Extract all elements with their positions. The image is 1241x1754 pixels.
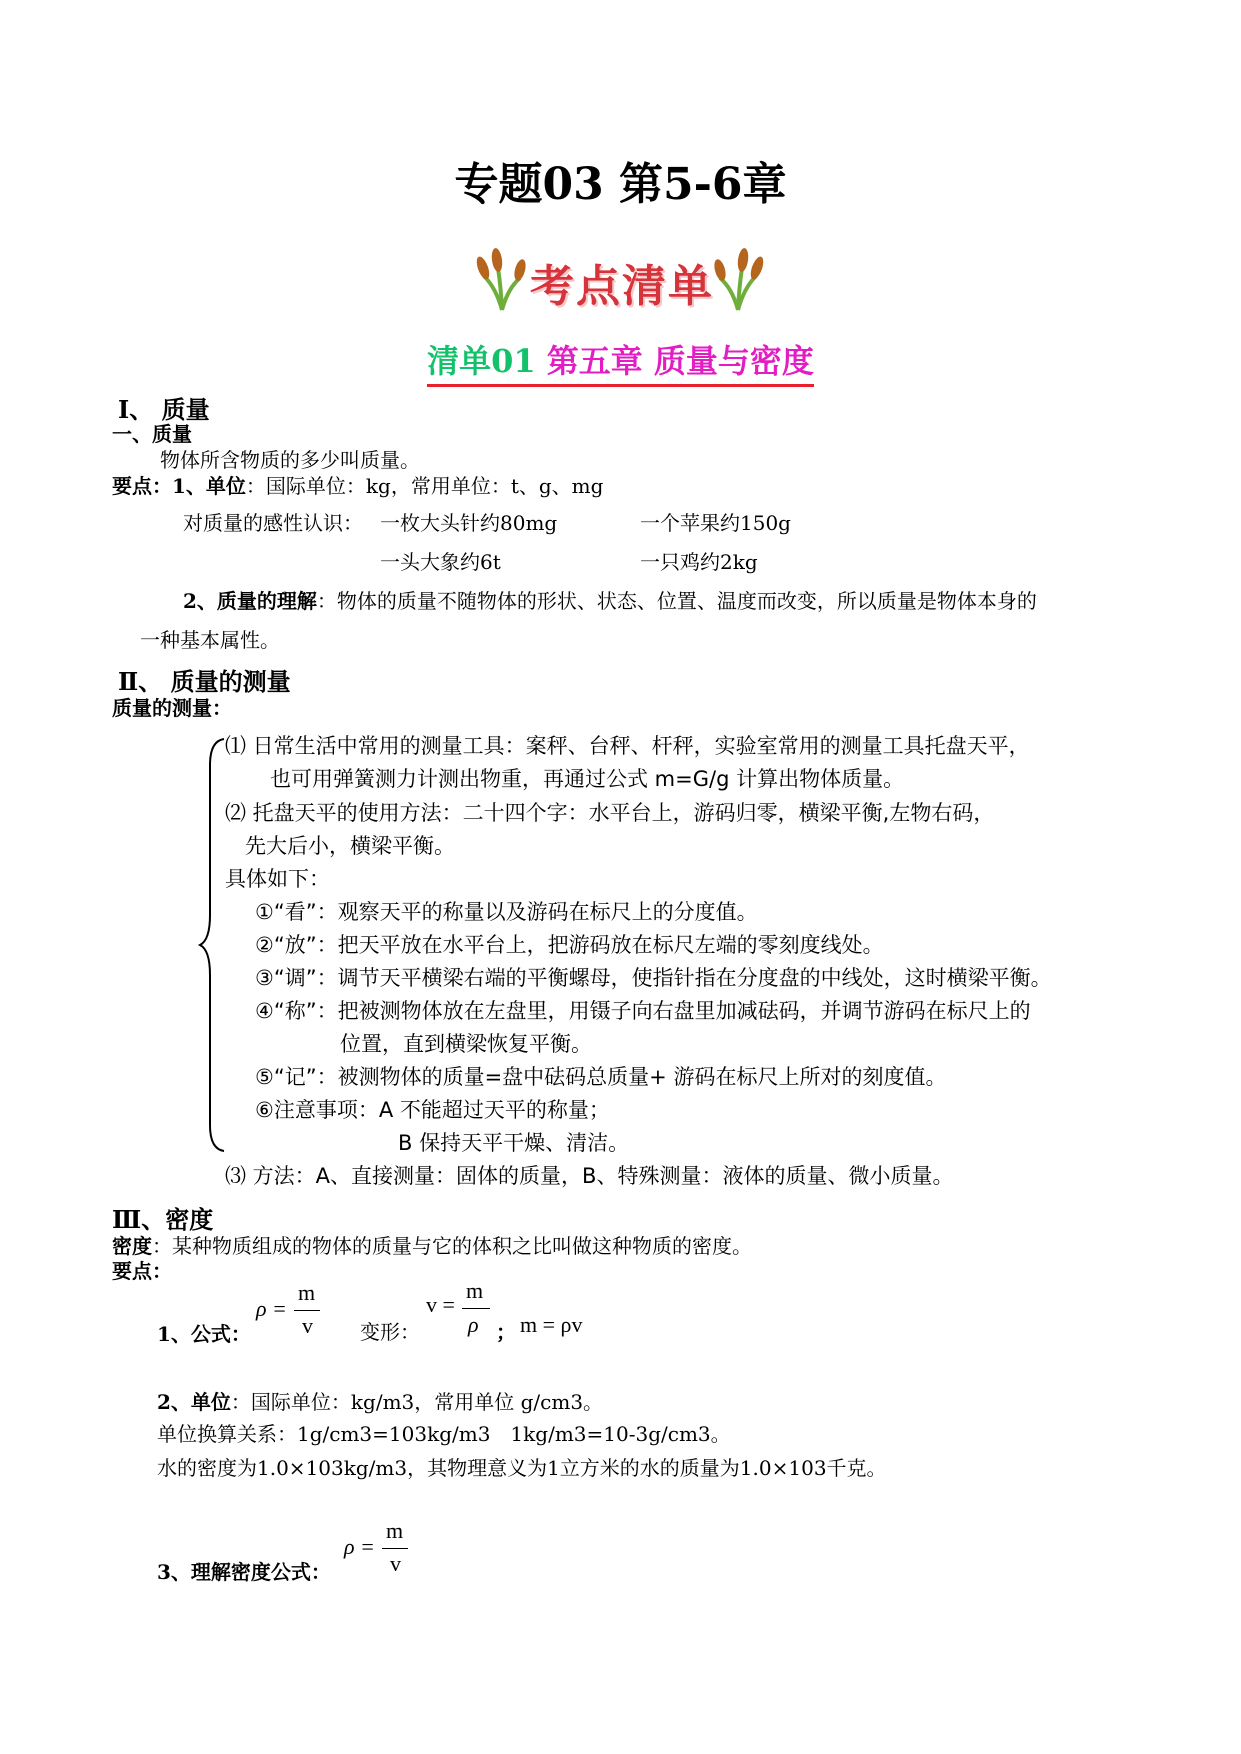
banner-text: 考点清单 <box>530 261 714 312</box>
variant-label: 变形： <box>360 1320 420 1344</box>
formula2-numerator: m <box>386 1518 404 1543</box>
formula2-lhs: ρ = <box>344 1534 375 1559</box>
variant1-denominator: ρ <box>468 1312 479 1337</box>
mass-understanding: 2、质量的理解：物体的质量不随物体的形状、状态、位置、温度而改变，所以质量是物体本身的 <box>183 589 1037 613</box>
understand-formula-label: 3、理解密度公式： <box>157 1560 331 1584</box>
formula-label: 1、公式： <box>157 1322 251 1346</box>
key-points-banner <box>470 248 770 312</box>
example-apple: 一个苹果约150g <box>640 511 791 535</box>
box-line-11: ⑤“记”：被测物体的质量=盘中砝码总质量+ 游码在标尺上所对的刻度值。 <box>255 1065 947 1089</box>
box-line-8: ③“调”：调节天平横梁右端的平衡螺母，使指针指在分度盘的中线处，这时横梁平衡。 <box>255 966 1052 990</box>
perception-label: 对质量的感性认识： <box>183 511 363 535</box>
box-line-5: 具体如下： <box>225 867 330 891</box>
box-line-2: 也可用弹簧测力计测出物重，再通过公式 m=G/g 计算出物体质量。 <box>270 767 905 791</box>
mass-definition: 物体所含物质的多少叫质量。 <box>160 448 420 472</box>
variant-separator: ； <box>496 1320 516 1344</box>
density-unit: 2、单位：国际单位：kg/m3，常用单位 g/cm3。 <box>157 1390 604 1414</box>
density-points-label: 要点： <box>112 1259 172 1283</box>
section-heading-density: Ⅲ、密度 <box>112 1205 214 1234</box>
document-title: 专题03 第5-6章 <box>454 159 787 210</box>
box-line-1: ⑴ 日常生活中常用的测量工具：案秤、台秤、杆秤，实验室常用的测量工具托盘天平， <box>225 734 1030 758</box>
left-brace <box>198 735 228 1155</box>
variant2: m = ρv <box>520 1312 583 1337</box>
reed-plant-icon <box>710 248 766 312</box>
variant1-numerator: m <box>466 1278 484 1303</box>
formula-fraction-bar <box>294 1310 320 1311</box>
box-line-10: 位置，直到横梁恢复平衡。 <box>340 1032 592 1056</box>
sub-heading-measurement: 质量的测量： <box>112 696 232 720</box>
formula-numerator: m <box>298 1280 316 1305</box>
mass-unit-point: 要点：1、单位：国际单位：kg，常用单位：t、g、mg <box>112 474 604 498</box>
variant1-fraction-bar <box>462 1308 490 1309</box>
box-line-4: 先大后小，横梁平衡。 <box>245 834 455 858</box>
density-definition: 密度：某种物质组成的物体的质量与它的体积之比叫做这种物质的密度。 <box>112 1234 752 1258</box>
formula2-denominator: v <box>390 1551 401 1576</box>
example-elephant: 一头大象约6t <box>380 550 501 574</box>
formula-lhs: ρ = <box>256 1296 287 1321</box>
box-line-3: ⑵ 托盘天平的使用方法：二十四个字：水平台上，游码归零，横梁平衡,左物右码， <box>225 801 995 825</box>
list-number: 清单01 <box>427 342 536 380</box>
example-pin: 一枚大头针约80mg <box>380 511 558 535</box>
mass-understanding-cont: 一种基本属性。 <box>140 628 280 652</box>
list-title <box>0 336 1241 387</box>
box-line-7: ②“放”：把天平放在水平台上，把游码放在标尺左端的零刻度线处。 <box>255 933 884 957</box>
section-heading-measurement: Ⅱ、 质量的测量 <box>118 667 291 696</box>
unit-conversion: 单位换算关系：1g/cm3=103kg/m3 1kg/m3=10-3g/cm3。 <box>157 1422 731 1446</box>
variant1-lhs: v = <box>426 1292 455 1317</box>
reed-plant-icon <box>474 248 530 312</box>
box-line-13: B 保持天平干燥、清洁。 <box>398 1131 630 1155</box>
box-line-9: ④“称”：把被测物体放在左盘里，用镊子向右盘里加减砝码，并调节游码在标尺上的 <box>255 999 1031 1023</box>
formula2-fraction-bar <box>382 1548 408 1549</box>
box-line-6: ①“看”：观察天平的称量以及游码在标尺上的分度值。 <box>255 900 758 924</box>
section-heading-mass: Ⅰ、 质量 <box>118 395 210 424</box>
chapter-title: 第五章 质量与密度 <box>546 342 814 380</box>
box-line-14: ⑶ 方法：A、直接测量：固体的质量，B、特殊测量：液体的质量、微小质量。 <box>225 1164 954 1188</box>
box-line-12: ⑥注意事项：A 不能超过天平的称量； <box>255 1098 610 1122</box>
example-chicken: 一只鸡约2kg <box>640 550 758 574</box>
formula-denominator: v <box>302 1313 313 1338</box>
sub-heading-mass: 一、质量 <box>112 422 192 446</box>
water-density: 水的密度为1.0×103kg/m3，其物理意义为1立方米的水的质量为1.0×103千克。 <box>157 1456 887 1480</box>
